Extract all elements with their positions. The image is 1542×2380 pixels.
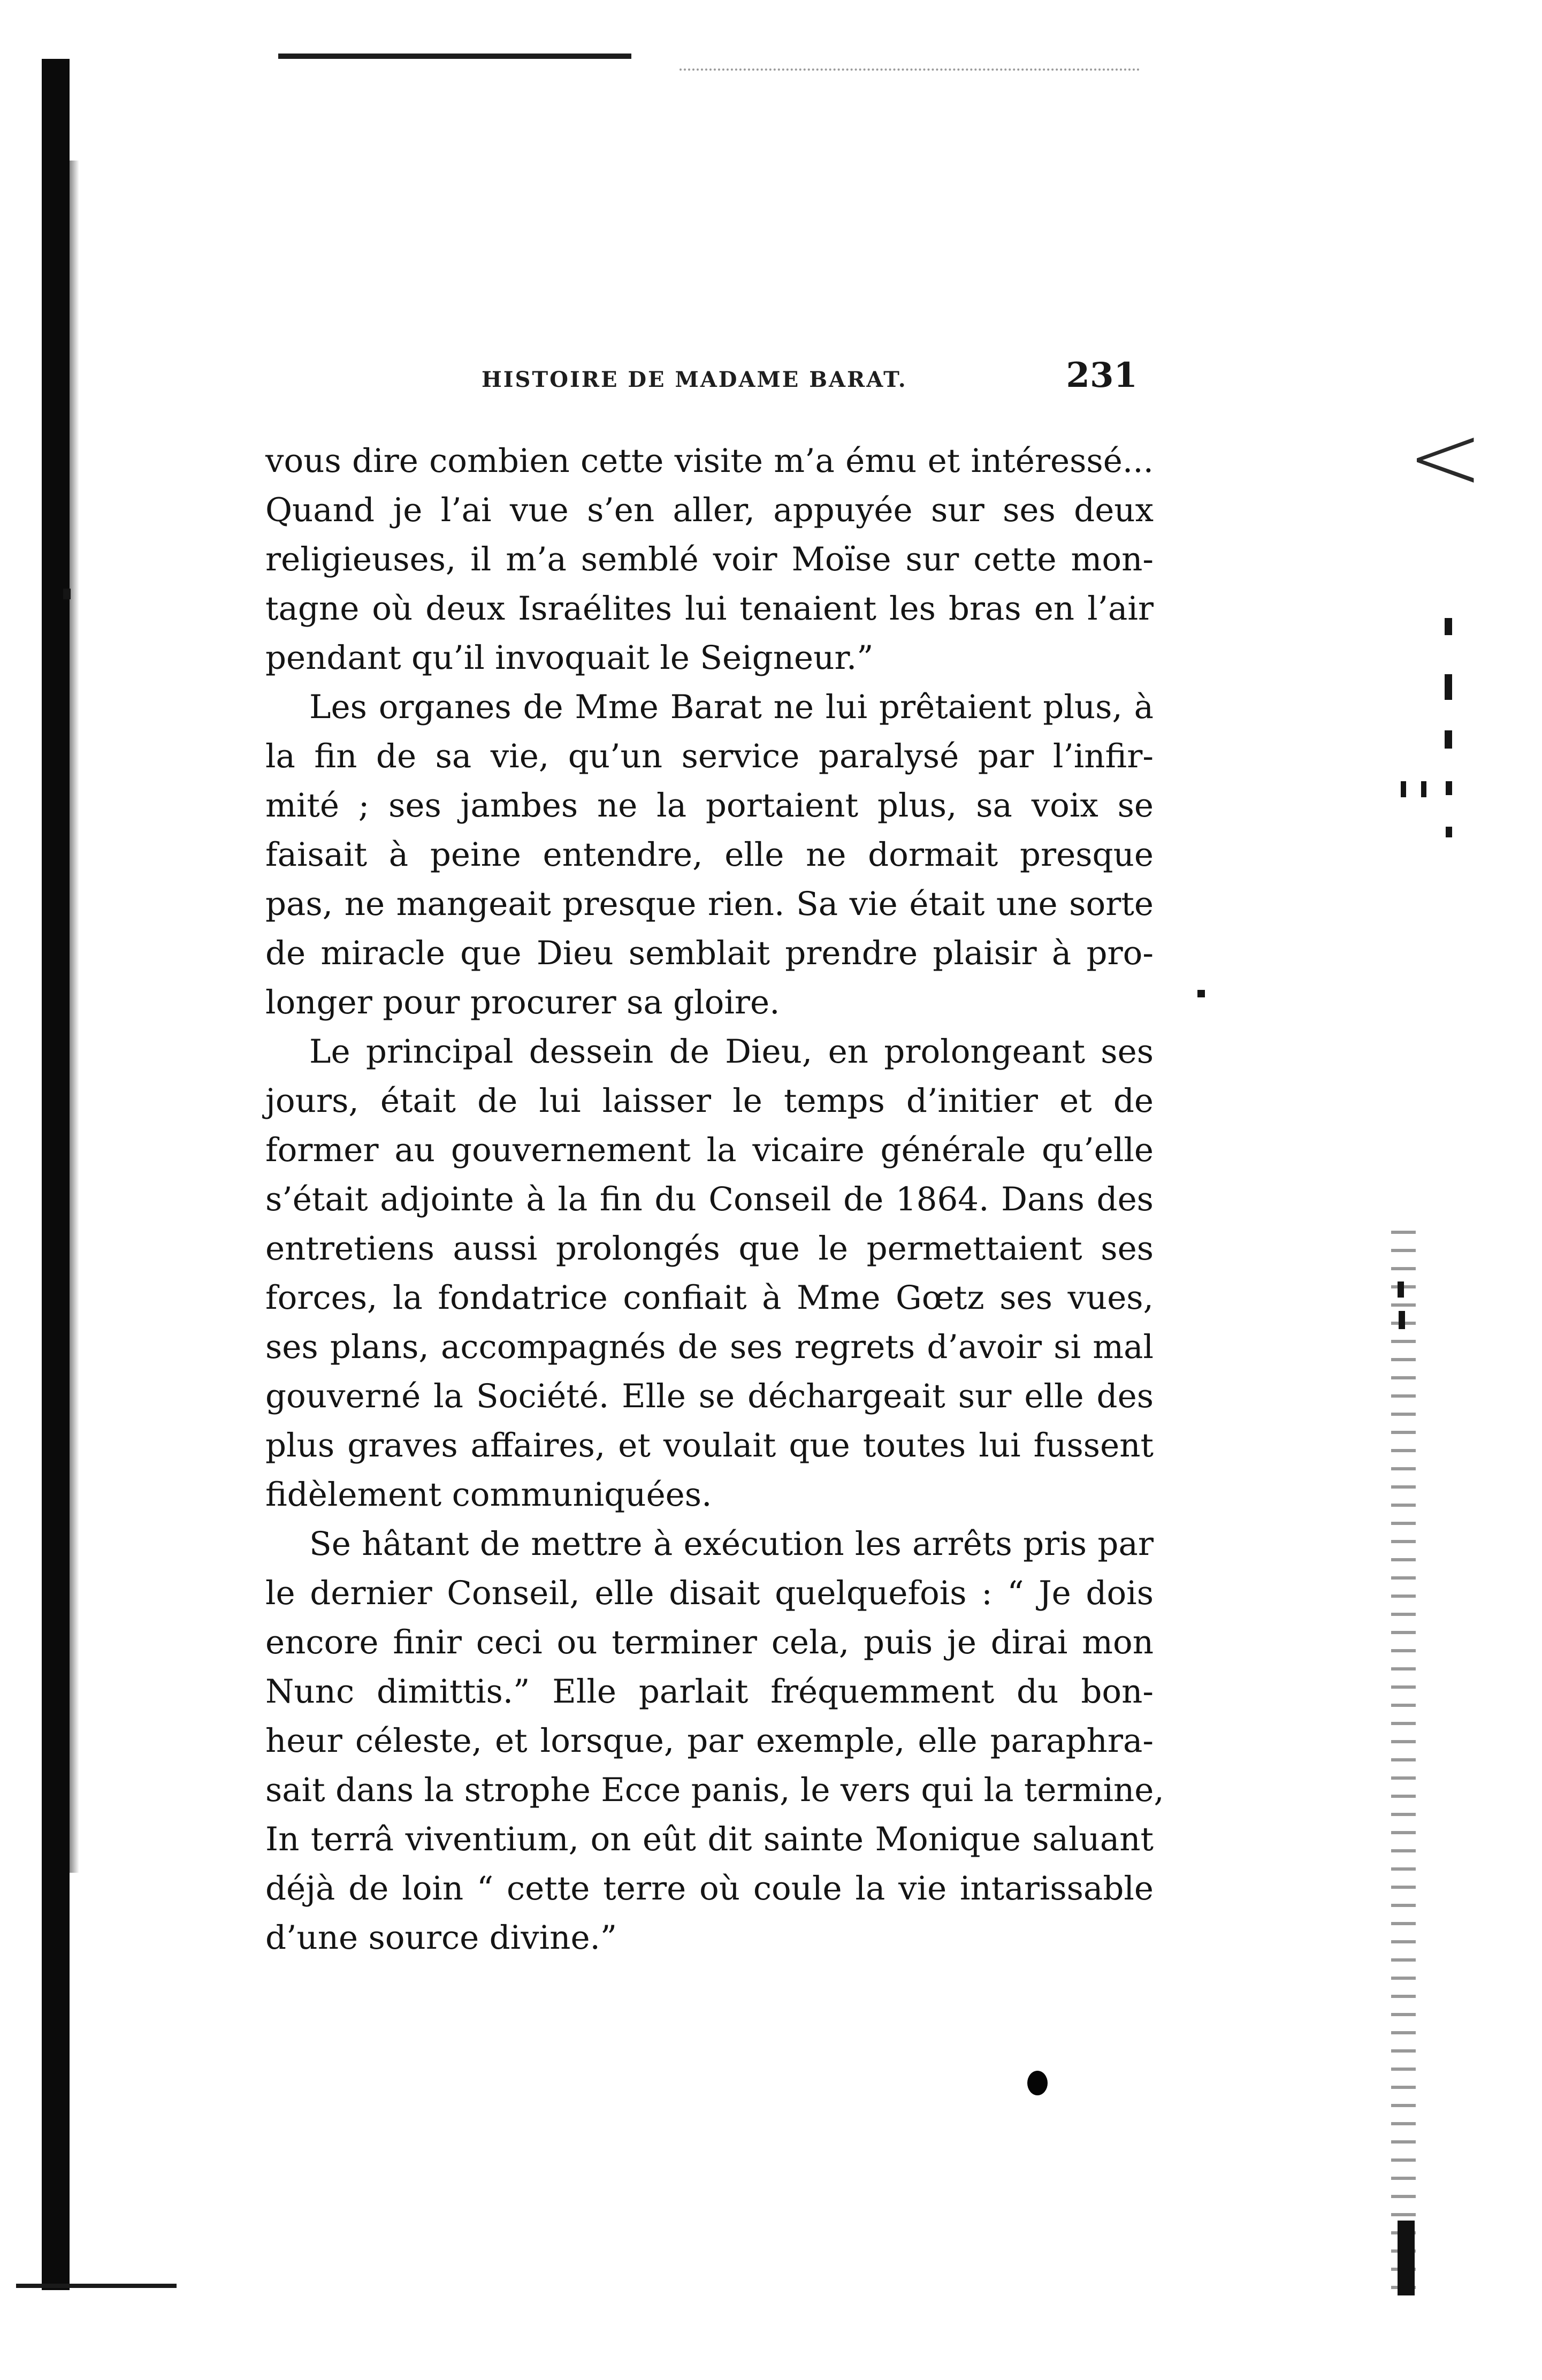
scan-top-dots bbox=[680, 68, 1140, 73]
text-line: former au gouvernement la vicaire générale qu’elle bbox=[265, 1131, 1154, 1169]
body-text bbox=[265, 437, 1164, 1963]
text-line: forces, la fondatrice confiait à Mme Gœtz ses vues, bbox=[265, 1279, 1154, 1317]
text-line: gouverné la Société. Elle se déchargeait sur elle des bbox=[265, 1377, 1154, 1415]
scan-margin-mark bbox=[1399, 1311, 1405, 1329]
text-line: entretiens aussi prolongés que le permettaient ses bbox=[265, 1230, 1154, 1268]
text-line: heur céleste, et lorsque, par exemple, elle paraphra- bbox=[265, 1722, 1154, 1760]
scan-binding-edge bbox=[42, 59, 70, 2290]
text-line: tagne où deux Israélites lui tenaient les bras en l’air bbox=[265, 590, 1154, 628]
text-line: Le principal dessein de Dieu, en prolongeant ses bbox=[309, 1033, 1154, 1071]
scan-margin-mark bbox=[1421, 781, 1426, 797]
scan-margin-mark bbox=[63, 589, 71, 599]
book-page bbox=[265, 348, 1164, 1963]
scan-margin-mark bbox=[1398, 1281, 1404, 1298]
scan-margin-bracket: < bbox=[1407, 405, 1484, 510]
text-line: ses plans, accompagnés de ses regrets d’avoir si mal bbox=[265, 1328, 1154, 1366]
text-line: Les organes de Mme Barat ne lui prêtaient plus, à bbox=[309, 688, 1154, 726]
text-line: plus graves affaires, et voulait que toutes lui fussent bbox=[265, 1427, 1154, 1464]
text-line: sait dans la strophe Ecce panis, le vers qui la termine, bbox=[265, 1771, 1164, 1809]
text-line: vous dire combien cette visite m’a ému et intéressé... bbox=[265, 442, 1154, 480]
text-line: In terrâ viventium, on eût dit sainte Monique saluant bbox=[265, 1820, 1154, 1858]
text-line: religieuses, il m’a semblé voir Moïse sur cette mon- bbox=[265, 540, 1154, 578]
text-line: encore finir ceci ou terminer cela, puis je dirai mon bbox=[265, 1623, 1154, 1661]
text-line: la fin de sa vie, qu’un service paralysé par l’infir- bbox=[265, 737, 1154, 775]
text-line: le dernier Conseil, elle disait quelquefois : “ Je dois bbox=[265, 1574, 1154, 1612]
scan-margin-mark bbox=[1197, 990, 1205, 997]
text-line: jours, était de lui laisser le temps d’initier et de bbox=[265, 1082, 1154, 1120]
running-head bbox=[265, 348, 1154, 401]
text-line: déjà de loin “ cette terre où coule la vie intarissable bbox=[265, 1870, 1154, 1908]
scan-top-rule bbox=[278, 54, 631, 59]
scan-binding-foot bbox=[16, 2284, 177, 2288]
page-number: 231 bbox=[1066, 355, 1138, 395]
running-title: HISTOIRE DE MADAME BARAT. bbox=[482, 367, 907, 392]
text-line: pas, ne mangeait presque rien. Sa vie était une sorte bbox=[265, 885, 1154, 923]
text-line: Nunc dimittis.” Elle parlait fréquemment du bon- bbox=[265, 1673, 1154, 1711]
scan-right-edge-mark bbox=[1398, 2221, 1415, 2295]
scan-binding-shadow bbox=[70, 161, 79, 1873]
scan-margin-mark bbox=[1401, 781, 1406, 797]
text-line: mité ; ses jambes ne la portaient plus, sa voix se bbox=[265, 787, 1154, 825]
scan-right-edge-noise bbox=[1391, 1231, 1416, 2301]
text-line: d’une source divine.” bbox=[265, 1919, 617, 1957]
text-line: s’était adjointe à la fin du Conseil de 1864. Dans des bbox=[265, 1180, 1154, 1218]
text-line: de miracle que Dieu semblait prendre plaisir à pro- bbox=[265, 934, 1154, 972]
text-line: Se hâtant de mettre à exécution les arrêts pris par bbox=[309, 1525, 1154, 1563]
scan-margin-mark bbox=[1446, 827, 1452, 837]
scan-margin-mark bbox=[1445, 730, 1452, 749]
text-line: fidèlement communiquées. bbox=[265, 1476, 712, 1514]
text-line: pendant qu’il invoquait le Seigneur.” bbox=[265, 639, 874, 677]
scan-margin-mark bbox=[1446, 781, 1452, 795]
text-line: faisait à peine entendre, elle ne dormait presque bbox=[265, 836, 1154, 874]
text-line: Quand je l’ai vue s’en aller, appuyée sur ses deux bbox=[265, 491, 1154, 529]
scan-margin-mark bbox=[1445, 674, 1452, 700]
scan-ink-blot bbox=[1027, 2071, 1048, 2095]
text-line: longer pour procurer sa gloire. bbox=[265, 983, 780, 1021]
scan-margin-mark bbox=[1445, 618, 1452, 635]
